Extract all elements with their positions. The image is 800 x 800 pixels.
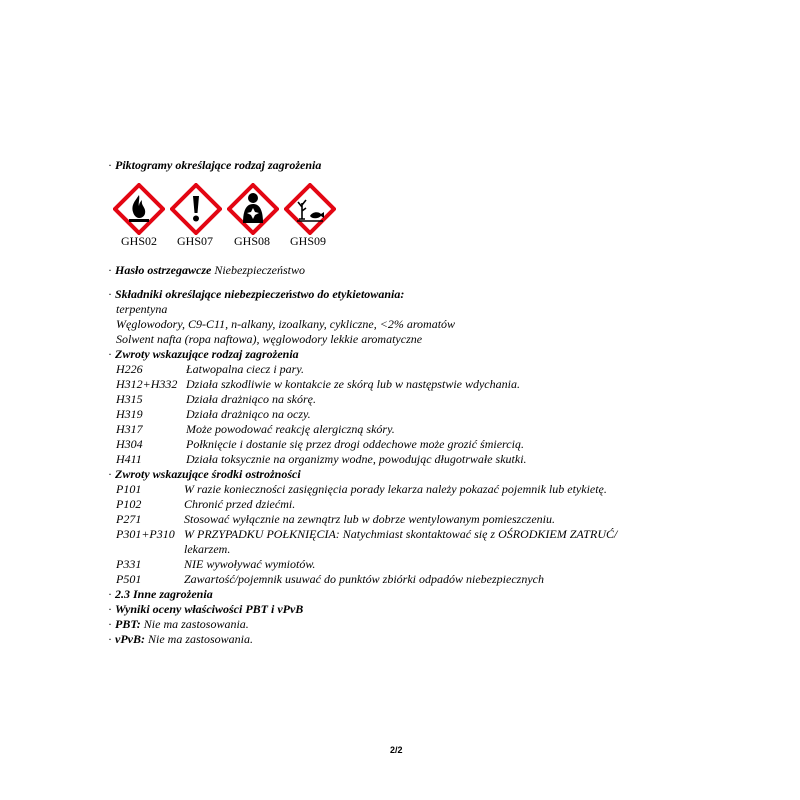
precaution-text: W razie konieczności zasięgnięcia porady lekarza należy pokazać pojemnik lub etykietę. [184, 482, 607, 496]
precaution-text: Stosować wyłącznie na zewnątrz lub w dobrze wentylowanym pomieszczeniu. [184, 512, 555, 526]
precaution-heading: Zwroty wskazujące środki ostrożności [115, 467, 301, 481]
component-item: terpentyna [116, 302, 168, 316]
hazard-text: Łatwopalna ciecz i pary. [186, 362, 304, 376]
pictogram-code: GHS02 [121, 234, 158, 248]
precaution-text-continued: lekarzem. [184, 542, 231, 556]
hazard-code: H317 [116, 422, 143, 436]
pbt-label: PBT: [115, 617, 141, 631]
hazard-code: H411 [116, 452, 142, 466]
pictogram-code: GHS08 [234, 234, 271, 248]
hazard-row [116, 452, 527, 466]
hazard-code: H312+H332 [116, 377, 178, 391]
hazard-code: H319 [116, 407, 143, 421]
components-heading: Składniki określające niebezpieczeństwo do etykietowania: [115, 287, 405, 301]
precaution-row [116, 497, 295, 511]
hazard-row [116, 377, 520, 391]
hazard-text: Może powodować reakcję alergiczną skóry. [186, 422, 395, 436]
pbt-heading: Wyniki oceny właściwości PBT i vPvB [115, 602, 304, 616]
hazard-text: Połknięcie i dostanie się przez drogi oddechowe może grozić śmiercią. [186, 437, 524, 451]
hazard-text: Działa szkodliwie w kontakcie ze skórą lub w następstwie wdychania. [186, 377, 520, 391]
pbt-heading-row: · Wyniki oceny właściwości PBT i vPvB [108, 602, 304, 616]
pictogram-code: GHS09 [290, 234, 327, 248]
hazard-text: Działa drażniąco na oczy. [186, 407, 311, 421]
hazard-code: H304 [116, 437, 143, 451]
hazard-text: Działa drażniąco na skórę. [186, 392, 316, 406]
precaution-code: P331 [116, 557, 142, 571]
precaution-row [116, 557, 315, 571]
signal-word-label: Hasło ostrzegawcze [115, 263, 212, 277]
precaution-text: Chronić przed dziećmi. [184, 497, 296, 511]
hazard-text: Działa toksycznie na organizmy wodne, powodując długotrwałe skutki. [186, 452, 527, 466]
precaution-code: P501 [116, 572, 142, 586]
hazard-code: H315 [116, 392, 143, 406]
pbt-row: · PBT: Nie ma zastosowania. [108, 617, 249, 631]
pictograms-heading: Piktogramy określające rodzaj zagrożenia [115, 158, 322, 172]
environment-icon [284, 183, 336, 235]
other-hazards-row: · 2.3 Inne zagrożenia [108, 587, 213, 601]
page-number: 2/2 [390, 745, 403, 755]
hazard-row [116, 362, 304, 376]
precaution-row [116, 527, 617, 541]
precaution-code: P271 [116, 512, 142, 526]
hazard-row [116, 422, 395, 436]
exclamation-icon [170, 183, 222, 235]
signal-word-value: Niebezpieczeństwo [214, 263, 305, 277]
vpvb-row: · vPvB: Nie ma zastosowania. [108, 632, 253, 646]
precaution-code: P102 [116, 497, 142, 511]
hazard-heading-row: · Zwroty wskazujące rodzaj zagrożenia [108, 347, 299, 361]
vpvb-value: Nie ma zastosowania. [147, 632, 253, 646]
hazard-code: H226 [116, 362, 143, 376]
components-heading-row: · Składniki określające niebezpieczeństwo do etykietowania: [108, 287, 405, 301]
pbt-value: Nie ma zastosowania. [143, 617, 249, 631]
health-hazard-icon [227, 183, 279, 235]
precaution-text: NIE wywoływać wymiotów. [184, 557, 316, 571]
precaution-row [116, 482, 607, 496]
component-item: Solwent nafta (ropa naftowa), węglowodory lekkie aromatyczne [116, 332, 423, 346]
precaution-code: P301+P310 [116, 527, 175, 541]
flame-icon [113, 183, 165, 235]
precaution-text: Zawartość/pojemnik usuwać do punktów zbiórki odpadów niebezpiecznych [184, 572, 544, 586]
precaution-code: P101 [116, 482, 142, 496]
precaution-row [116, 512, 555, 526]
precaution-row [116, 572, 544, 586]
precaution-text: W PRZYPADKU POŁKNIĘCIA: Natychmiast skontaktować się z OŚRODKIEM ZATRUĆ/ [184, 527, 618, 541]
hazard-row [116, 407, 311, 421]
component-item: Węglowodory, C9-C11, n-alkany, izoalkany, cykliczne, <2% aromatów [116, 317, 456, 331]
vpvb-label: vPvB: [115, 632, 145, 646]
hazard-row [116, 437, 524, 451]
hazard-heading: Zwroty wskazujące rodzaj zagrożenia [115, 347, 299, 361]
hazard-row [116, 392, 316, 406]
pictogram-code: GHS07 [177, 234, 214, 248]
other-hazards-heading: 2.3 Inne zagrożenia [115, 587, 213, 601]
pictograms-heading-row: · Piktogramy określające rodzaj zagrożenia [108, 158, 322, 172]
precaution-heading-row: · Zwroty wskazujące środki ostrożności [108, 467, 301, 481]
signal-word-row: · Hasło ostrzegawcze Niebezpieczeństwo [108, 263, 305, 277]
